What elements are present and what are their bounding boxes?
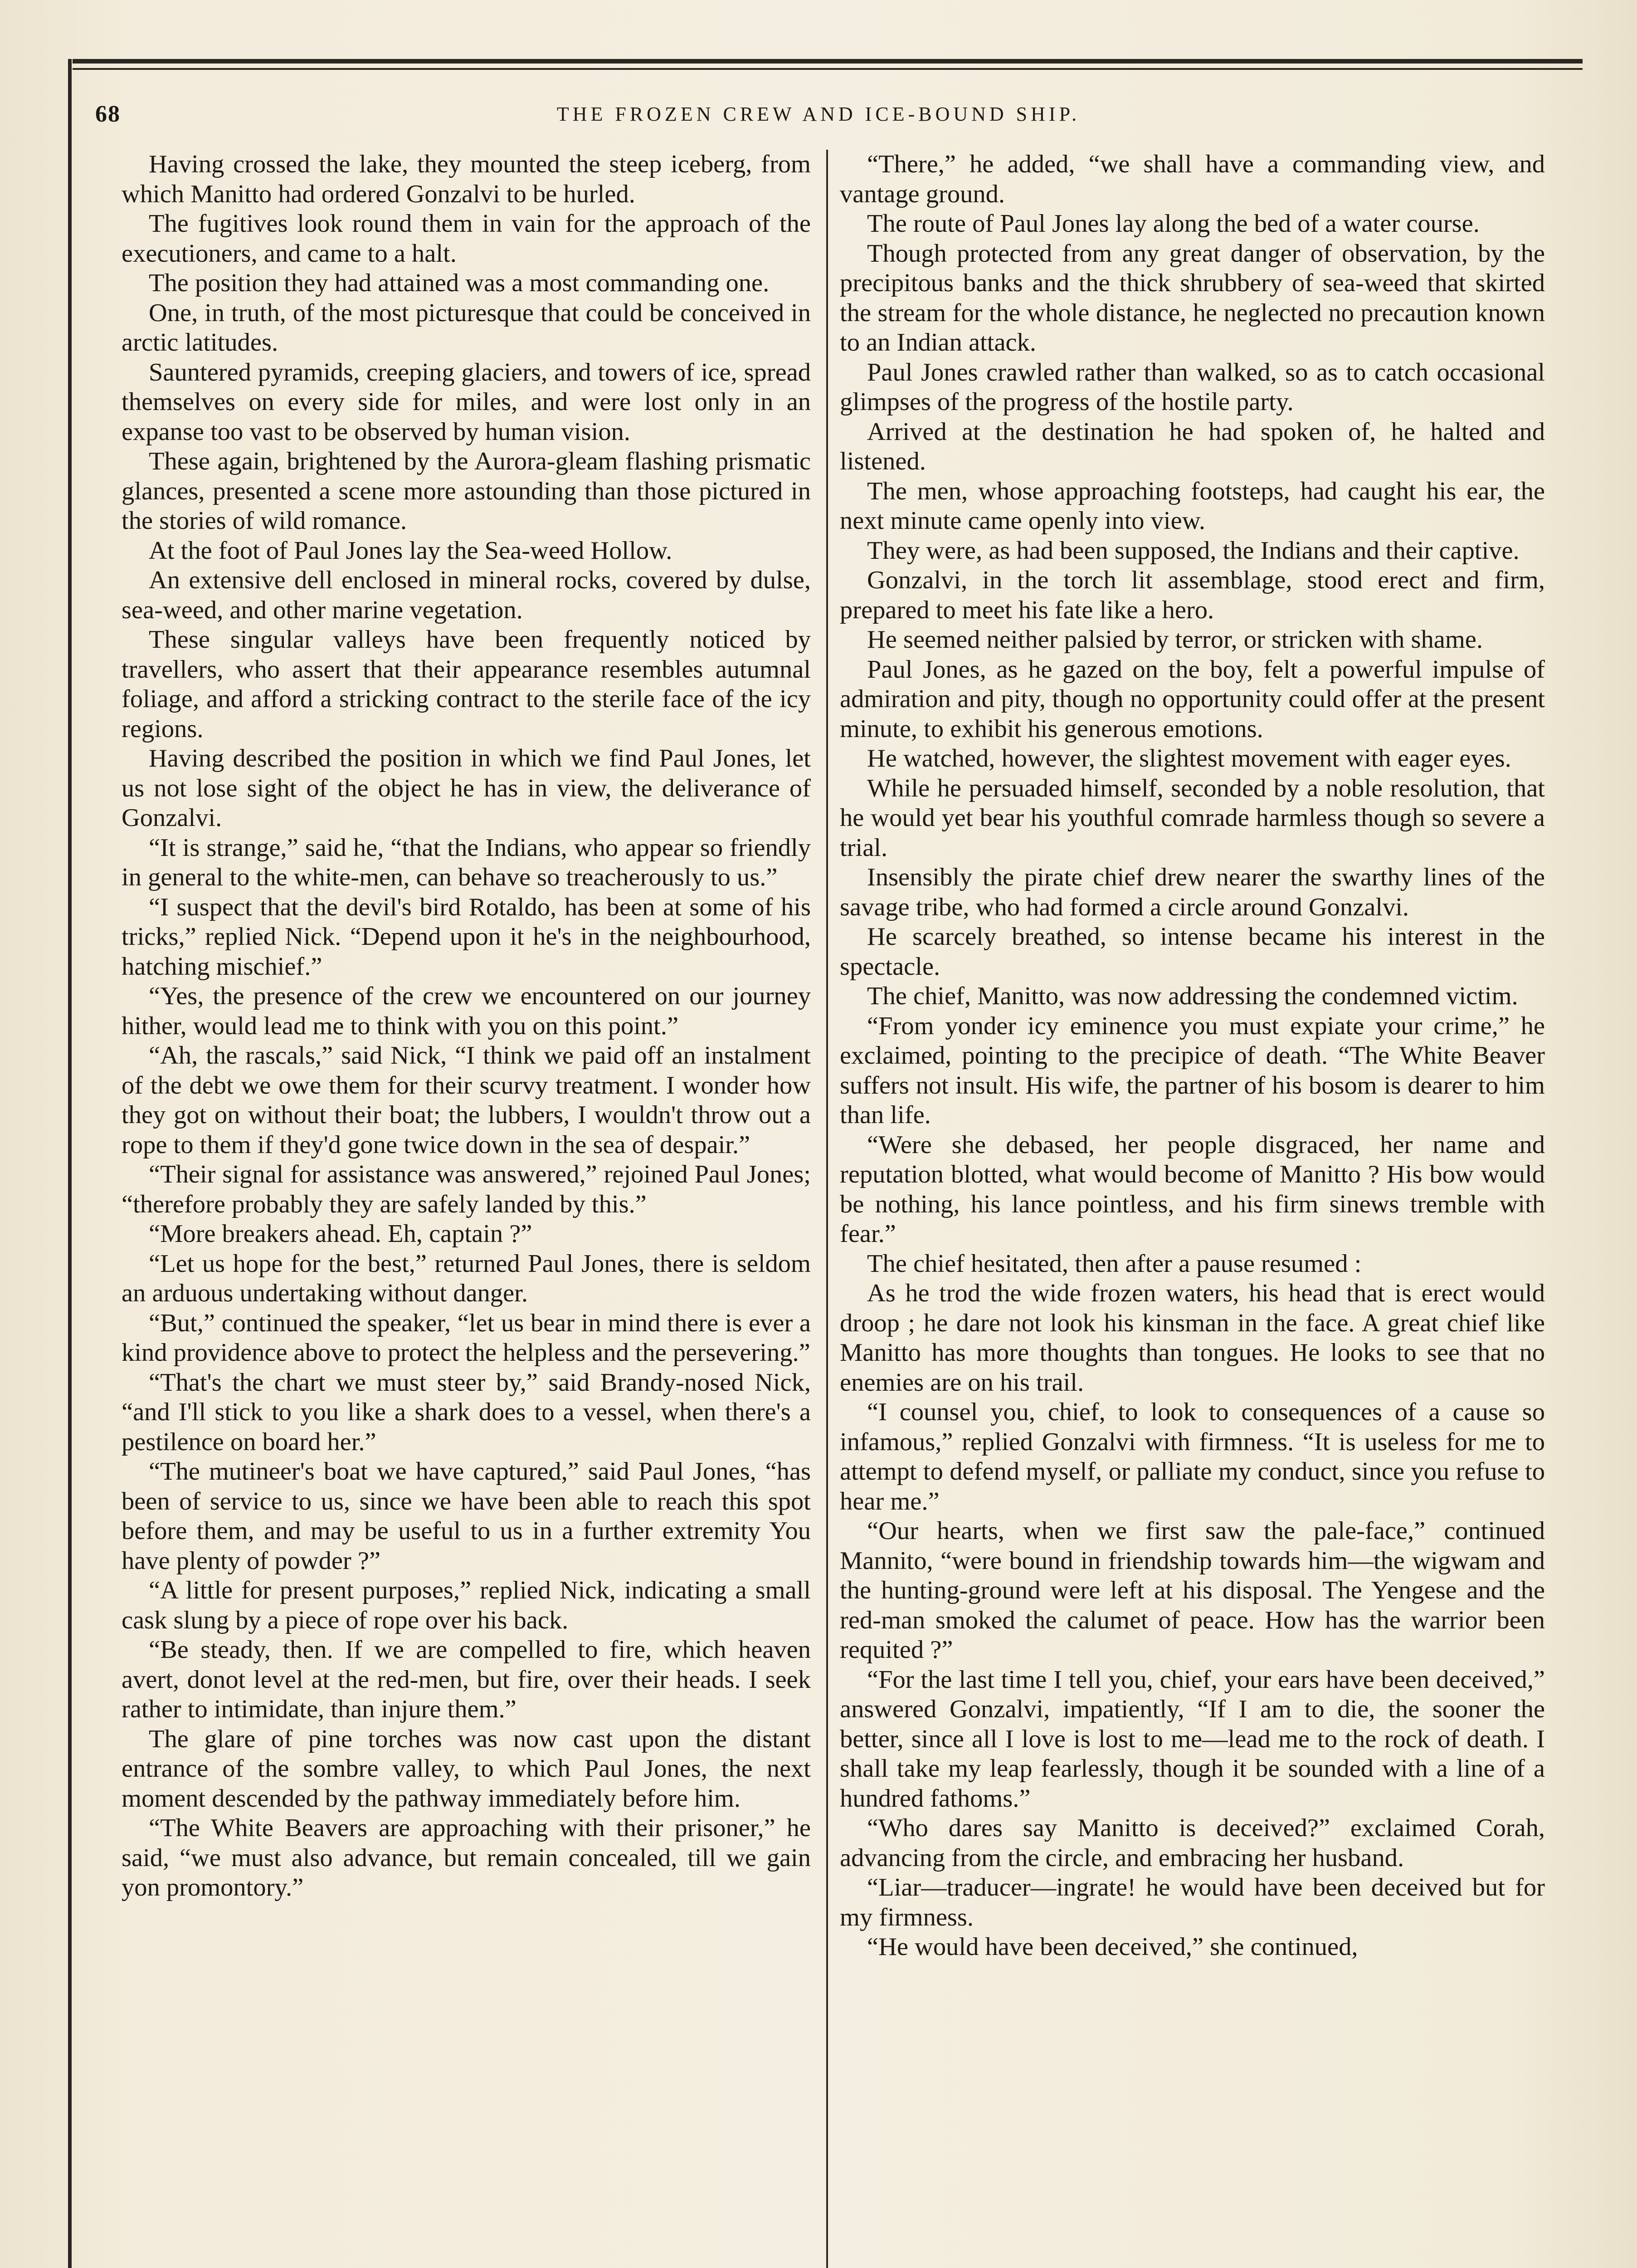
paragraph: Having described the position in which we find Paul Jones, let us not lose sight of the object he has in view, the deliverance of Gonzalvi. [122,744,811,832]
paragraph: “From yonder icy eminence you must expiate your crime,” he exclaimed, pointing to the precipice of death. “The White Beaver suffers not insult. His wife, the partner of his bosom is dearer to him than life. [840,1012,1545,1129]
column-divider [826,150,828,2268]
paragraph: An extensive dell enclosed in mineral rocks, covered by dulse, sea-weed, and other marine vegetation. [122,566,811,624]
paragraph: Gonzalvi, in the torch lit assemblage, stood erect and firm, prepared to meet his fate like a hero. [840,566,1545,624]
paragraph: They were, as had been supposed, the Indians and their captive. [867,536,1520,565]
top-rule-thick [73,59,1583,64]
page-header [68,91,1569,141]
paragraph: As he trod the wide frozen waters, his head that is erect would droop ; he dare not look his kinsman in the face. A great chief like Manitto has more thoughts than tongues. He looks to see that no enemies are on his trail. [840,1279,1545,1397]
paragraph: “More breakers ahead. Eh, captain ?” [149,1220,532,1248]
page-number: 68 [95,101,121,127]
paragraph: “I suspect that the devil's bird Rotaldo, has been at some of his tricks,” replied Nick. “Depend upon it he's in the neighbourhood, hatching mischief.” [122,893,811,981]
paragraph: Sauntered pyramids, creeping glaciers, and towers of ice, spread themselves on every side for miles, and were lost only in an expanse too vast to be observed by human vision. [122,358,811,446]
paragraph: “A little for present purposes,” replied Nick, indicating a small cask slung by a piece of rope over his back. [122,1576,811,1634]
paragraph: “Our hearts, when we first saw the pale-face,” continued Mannito, “were bound in friendship towards him—the wigwam and the hunting-ground were left at his disposal. The Yengese and the red-man smoked the calumet of peace. How has the warrior been requited ?” [840,1517,1545,1664]
paragraph: The route of Paul Jones lay along the bed of a water course. [867,210,1480,238]
paragraph: “But,” continued the speaker, “let us bear in mind there is ever a kind providence above to protect the helpless and the persevering.” [122,1309,811,1367]
paragraph: “Yes, the presence of the crew we encountered on our journey hither, would lead me to think with you on this point.” [122,982,811,1040]
paragraph: Having crossed the lake, they mounted the steep iceberg, from which Manitto had ordered Gonzalvi to be hurled. [122,150,811,208]
paragraph: “There,” he added, “we shall have a commanding view, and vantage ground. [840,150,1545,208]
paragraph: He watched, however, the slightest movement with eager eyes. [867,744,1511,772]
paragraph: Paul Jones crawled rather than walked, so as to catch occasional glimpses of the progress of the hostile party. [840,358,1545,416]
left-border-rule [68,59,72,2268]
paragraph: The men, whose approaching footsteps, had caught his ear, the next minute came openly into view. [840,477,1545,535]
paragraph: Paul Jones, as he gazed on the boy, felt a powerful impulse of admiration and pity, though no opportunity could offer at the present minute, to exhibit his generous emotions. [840,655,1545,743]
paragraph: “The mutineer's boat we have captured,” said Paul Jones, “has been of service to us, since we have been able to reach this spot before them, and may be useful to us in a further extremity You have plenty of powder ?” [122,1457,811,1575]
paragraph: “Ah, the rascals,” said Nick, “I think we paid off an instalment of the debt we owe them for their scurvy treatment. I wonder how they got on without their boat; the lubbers, I wouldn't throw out a rope to them if they'd gone twice down in the sea of despair.” [122,1041,811,1159]
paragraph: The chief, Manitto, was now addressing the condemned victim. [867,982,1518,1010]
paragraph: “He would have been deceived,” she continued, [867,1933,1358,1961]
paragraph: These singular valleys have been frequently noticed by travellers, who assert that their appearance resembles autumnal foliage, and afford a stricking contract to the sterile face of the icy regions. [122,626,811,743]
paragraph: One, in truth, of the most picturesque that could be conceived in arctic latitudes. [122,298,811,357]
paragraph: “I counsel you, chief, to look to consequences of a cause so infamous,” replied Gonzalvi with firmness. “It is useless for me to attempt to defend myself, or palliate my conduct, since you refuse to hear me.” [840,1398,1545,1515]
paragraph: “That's the chart we must steer by,” said Brandy-nosed Nick, “and I'll stick to you like a shark does to a vessel, when there's a pestilence on board her.” [122,1368,811,1456]
left-column [122,150,811,2268]
paragraph: “The White Beavers are approaching with their prisoner,” he said, “we must also advance, but remain concealed, till we gain yon promontory.” [122,1814,811,1901]
paragraph: “It is strange,” said he, “that the Indians, who appear so friendly in general to the white-men, can behave so treacherously to us.” [122,833,811,891]
paragraph: While he persuaded himself, seconded by a noble resolution, that he would yet bear his youthful comrade harmless though so severe a trial. [840,774,1545,862]
paragraph: “Be steady, then. If we are compelled to fire, which heaven avert, donot level at the red-men, but fire, over their heads. I seek rather to intimidate, than injure them.” [122,1636,811,1723]
paragraph: He seemed neither palsied by terror, or stricken with shame. [867,626,1483,654]
paragraph: “Their signal for assistance was answered,” rejoined Paul Jones; “therefore probably they are safely landed by this.” [122,1160,811,1218]
paragraph: Though protected from any great danger of observation, by the precipitous banks and the thick shrubbery of sea-weed that skirted the stream for the whole distance, he neglected no precaution known to an Indian attack. [840,239,1545,357]
paragraph: “For the last time I tell you, chief, your ears have been deceived,” answered Gonzalvi, impatiently, “If I am to die, the sooner the better, since all I love is lost to me—lead me to the rock of death. I shall take my leap fearlessly, though it be sounded with a line of a hundred fathoms.” [840,1665,1545,1813]
top-rule-thin [73,68,1583,70]
paragraph: “Who dares say Manitto is deceived?” exclaimed Corah, advancing from the circle, and embracing her husband. [840,1814,1545,1872]
right-column [840,150,1545,2268]
paragraph: The position they had attained was a most commanding one. [149,269,770,297]
paragraph: Insensibly the pirate chief drew nearer the swarthy lines of the savage tribe, who had formed a circle around Gonzalvi. [840,863,1545,921]
paragraph: These again, brightened by the Aurora-gleam flashing prismatic glances, presented a scene more astounding than those pictured in the stories of wild romance. [122,447,811,535]
paragraph: He scarcely breathed, so intense became his interest in the spectacle. [840,923,1545,981]
paragraph: At the foot of Paul Jones lay the Sea-weed Hollow. [149,536,672,565]
paragraph: “Liar—traducer—ingrate! he would have been deceived but for my firmness. [840,1873,1545,1931]
paragraph: The glare of pine torches was now cast upon the distant entrance of the sombre valley, to which Paul Jones, the next moment descended by the pathway immediately before him. [122,1725,811,1813]
paragraph: “Let us hope for the best,” returned Paul Jones, there is seldom an arduous undertaking without danger. [122,1249,811,1307]
paragraph: Arrived at the destination he had spoken of, he halted and listened. [840,417,1545,475]
paragraph: “Were she debased, her people disgraced, her name and reputation blotted, what would become of Manitto ? His bow would be nothing, his lance pointless, and his firm sinews tremble with fear.” [840,1130,1545,1248]
running-title: THE FROZEN CREW AND ICE-BOUND SHIP. [556,103,1081,125]
paragraph: The fugitives look round them in vain for the approach of the executioners, and came to a halt. [122,210,811,268]
paragraph: The chief hesitated, then after a pause resumed : [867,1249,1362,1278]
